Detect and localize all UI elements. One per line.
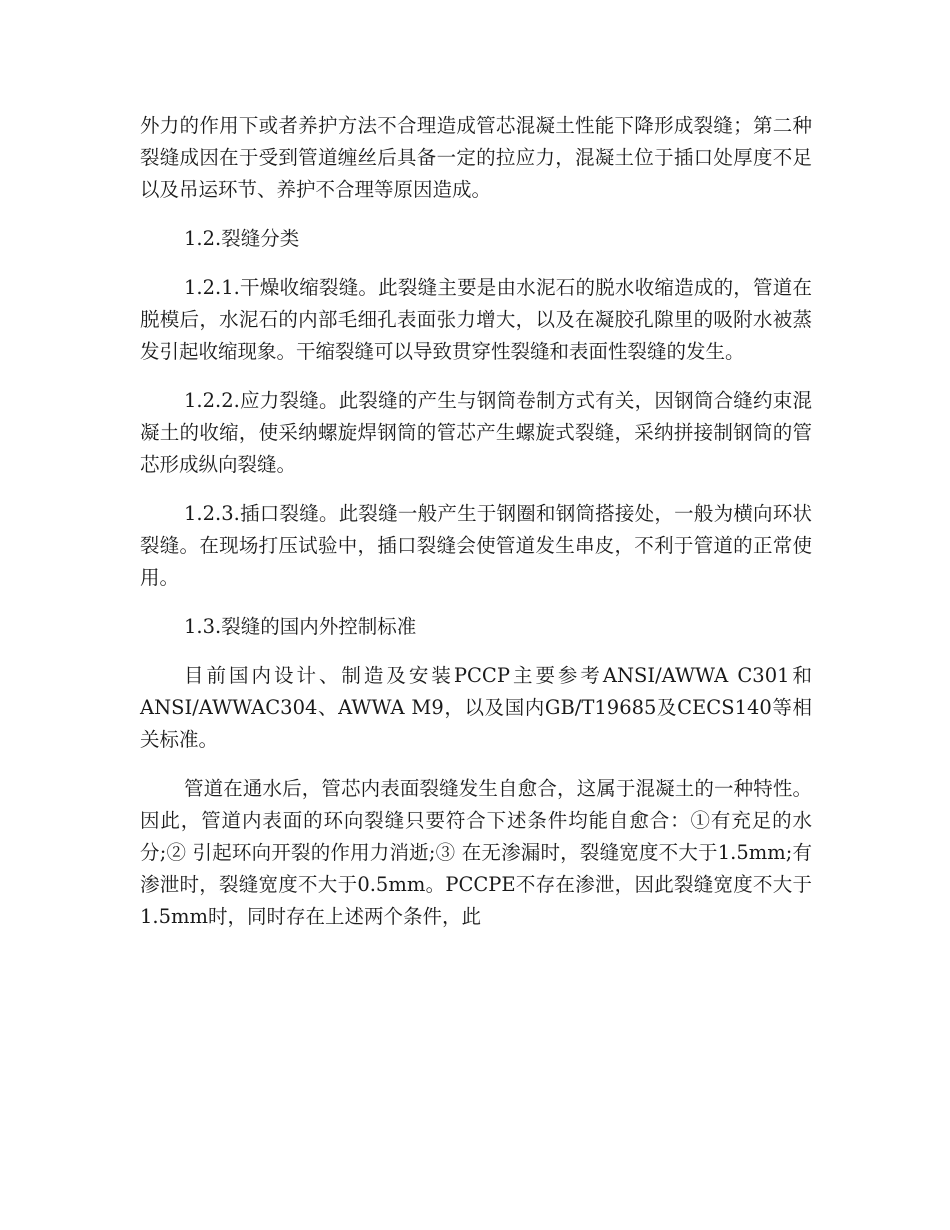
paragraph-drying-shrinkage-crack: 1.2.1.干燥收缩裂缝。此裂缝主要是由水泥石的脱水收缩造成的，管道在脱模后，水泥石的内部毛细孔表面张力增大，以及在凝胶孔隙里的吸附水被蒸发引起收缩现象。干缩裂缝可以导致贯穿性裂缝和表面性裂缝的发生。 bbox=[140, 276, 812, 363]
document-body bbox=[140, 110, 812, 933]
paragraph-self-healing: 管道在通水后，管芯内表面裂缝发生自愈合，这属于混凝土的一种特性。因此，管道内表面的环向裂缝只要符合下述条件均能自愈合：①有充足的水分;② 引起环向开裂的作用力消逝;③ 在无渗漏时，裂缝宽度不大于1.5mm;有渗泄时，裂缝宽度不大于0.5mm。PCCPE不存在渗泄，因此裂缝宽度不大于1.5mm时，同时存在上述两个条件，此 bbox=[140, 777, 812, 928]
paragraph-spigot-crack: 1.2.3.插口裂缝。此裂缝一般产生于钢圈和钢筒搭接处，一般为横向环状裂缝。在现场打压试验中，插口裂缝会使管道发生串皮，不利于管道的正常使用。 bbox=[140, 502, 812, 589]
heading-crack-classification: 1.2.裂缝分类 bbox=[184, 227, 300, 250]
paragraph-standards-reference: 目前国内设计、制造及安装PCCP主要参考ANSI/AWWA C301和ANSI/AWWAC304、AWWA M9，以及国内GB/T19685及CECS140等相关标准。 bbox=[140, 664, 812, 751]
paragraph-stress-crack: 1.2.2.应力裂缝。此裂缝的产生与钢筒卷制方式有关，因钢筒合缝约束混凝土的收缩，使采纳螺旋焊钢筒的管芯产生螺旋式裂缝，采纳拼接制钢筒的管芯形成纵向裂缝。 bbox=[140, 389, 812, 476]
paragraph-crack-causes: 外力的作用下或者养护方法不合理造成管芯混凝土性能下降形成裂缝；第二种裂缝成因在于受到管道缠丝后具备一定的拉应力，混凝土位于插口处厚度不足以及吊运环节、养护不合理等原因造成。 bbox=[140, 114, 812, 201]
heading-control-standards: 1.3.裂缝的国内外控制标准 bbox=[184, 615, 417, 638]
